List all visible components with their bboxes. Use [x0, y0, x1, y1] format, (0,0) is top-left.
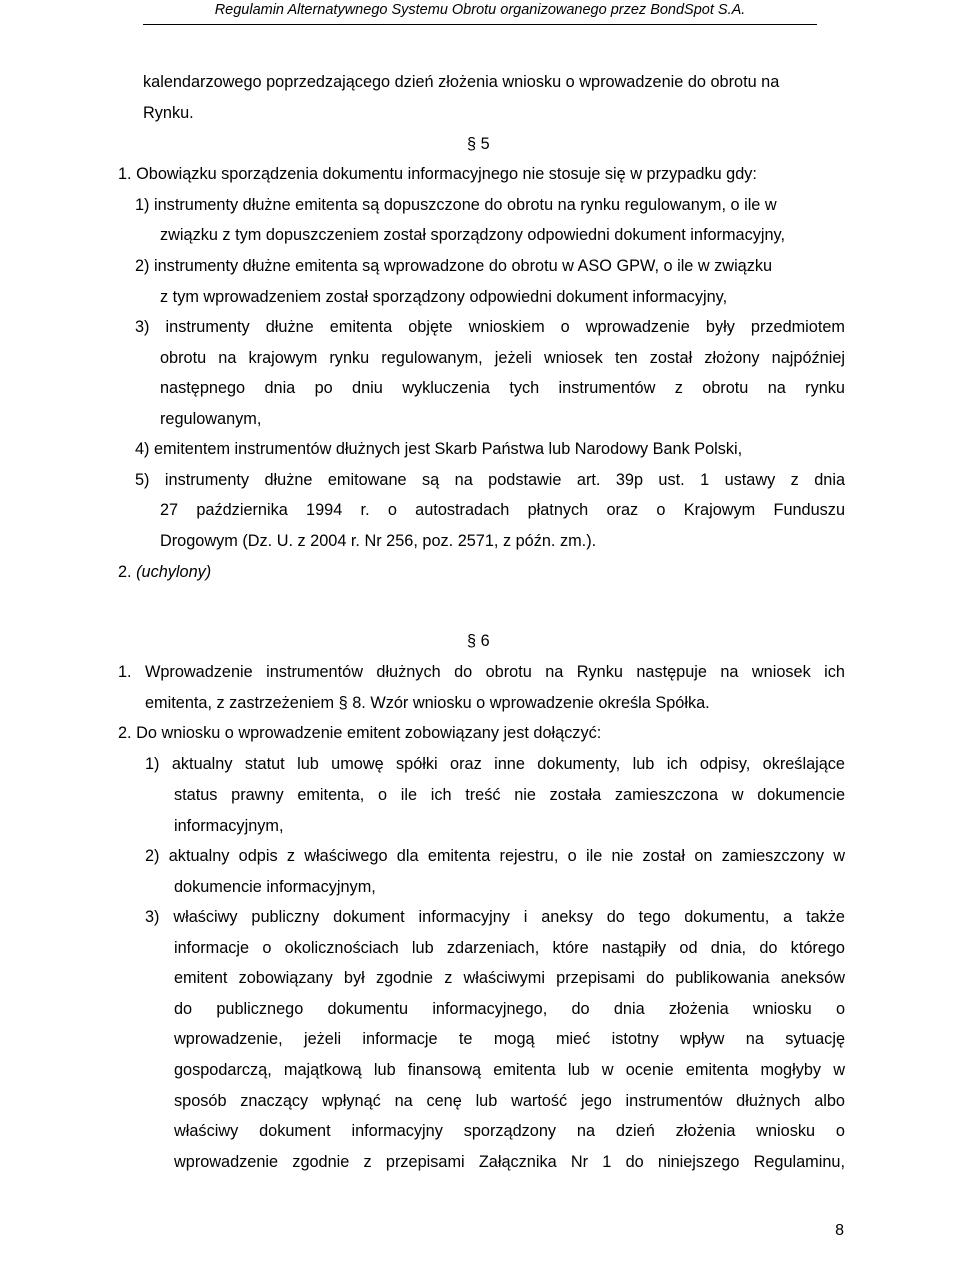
list-item: 1) aktualny statut lub umowę spółki oraz inne dokumenty, lub ich odpisy, określające [145, 755, 845, 773]
list-item [118, 562, 211, 582]
text-line: 2. Do wniosku o wprowadzenie emitent zobowiązany jest dołączyć: [118, 724, 602, 742]
text-line: z tym wprowadzeniem został sporządzony odpowiedni dokument informacyjny, [160, 288, 728, 306]
text-line: Rynku. [143, 104, 194, 122]
page-number: 8 [835, 1222, 844, 1239]
text-line: kalendarzowego poprzedzającego dzień złożenia wniosku o wprowadzenie do obrotu na [143, 73, 780, 91]
text-line: emitent zobowiązany był zgodnie z właściwymi przepisami do publikowania aneksów [174, 969, 845, 987]
text-line: właściwy dokument informacyjny sporządzony na dzień złożenia wniosku o [174, 1122, 845, 1140]
text-line: obrotu na krajowym rynku regulowanym, jeżeli wniosek ten został złożony najpóźniej [160, 349, 845, 367]
list-item: 2) instrumenty dłużne emitenta są wprowadzone do obrotu w ASO GPW, o ile w związku [135, 257, 773, 275]
list-item: 2) aktualny odpis z właściwego dla emitenta rejestru, o ile nie został on zamieszczony w [145, 847, 845, 865]
section-heading-6: § 6 [467, 632, 490, 650]
list-item: 3) właściwy publiczny dokument informacyjny i aneksy do tego dokumentu, a także [145, 908, 845, 926]
text-line: regulowanym, [160, 410, 262, 428]
list-item: 4) emitentem instrumentów dłużnych jest Skarb Państwa lub Narodowy Bank Polski, [135, 440, 743, 458]
header-divider [143, 24, 817, 25]
text-line: sposób znaczący wpłynąć na cenę lub wartość jego instrumentów dłużnych albo [174, 1092, 845, 1110]
text-line: status prawny emitenta, o ile ich treść nie została zamieszczona w dokumencie [174, 786, 845, 804]
list-item: 1) instrumenty dłużne emitenta są dopuszczone do obrotu na rynku regulowanym, o ile w [135, 196, 777, 214]
text-line: 27 października 1994 r. o autostradach płatnych oraz o Krajowym Funduszu [160, 501, 845, 519]
list-item: 3) instrumenty dłużne emitenta objęte wnioskiem o wprowadzenie były przedmiotem [135, 318, 845, 336]
text-line: emitenta, z zastrzeżeniem § 8. Wzór wniosku o wprowadzenie określa Spółka. [145, 694, 710, 712]
text-line: do publicznego dokumentu informacyjnego, do dnia złożenia wniosku o [174, 1000, 845, 1018]
text-line: 1. Wprowadzenie instrumentów dłużnych do obrotu na Rynku następuje na wniosek ich [118, 663, 845, 681]
text-line: gospodarczą, majątkową lub finansową emitenta lub w ocenie emitenta mogłyby w [174, 1061, 845, 1079]
text-line: związku z tym dopuszczeniem został sporządzony odpowiedni dokument informacyjny, [160, 226, 786, 244]
section-heading-5: § 5 [467, 135, 490, 153]
text-line: 1. Obowiązku sporządzenia dokumentu informacyjnego nie stosuje się w przypadku gdy: [118, 165, 757, 183]
text-line: informacje o okolicznościach lub zdarzeniach, które nastąpiły od dnia, do którego [174, 939, 845, 957]
text-line: informacyjnym, [174, 817, 284, 835]
item-status: (uchylony) [136, 563, 212, 581]
text-line: wprowadzenie, jeżeli informacje te mogą mieć istotny wpływ na sytuację [174, 1030, 845, 1048]
text-line: Drogowym (Dz. U. z 2004 r. Nr 256, poz. 2571, z późn. zm.). [160, 532, 597, 550]
running-header [0, 0, 960, 26]
text-line: dokumencie informacyjnym, [174, 878, 376, 896]
item-text: 2. (uchylony) [118, 563, 212, 581]
list-item: 5) instrumenty dłużne emitowane są na podstawie art. 39p ust. 1 ustawy z dnia [135, 471, 845, 489]
text-line: wprowadzenie zgodnie z przepisami Załącznika Nr 1 do niniejszego Regulaminu, [174, 1153, 845, 1171]
header-title: Regulamin Alternatywnego Systemu Obrotu organizowanego przez BondSpot S.A. [214, 2, 746, 18]
text-line: następnego dnia po dniu wykluczenia tych instrumentów z obrotu na rynku [160, 379, 845, 397]
